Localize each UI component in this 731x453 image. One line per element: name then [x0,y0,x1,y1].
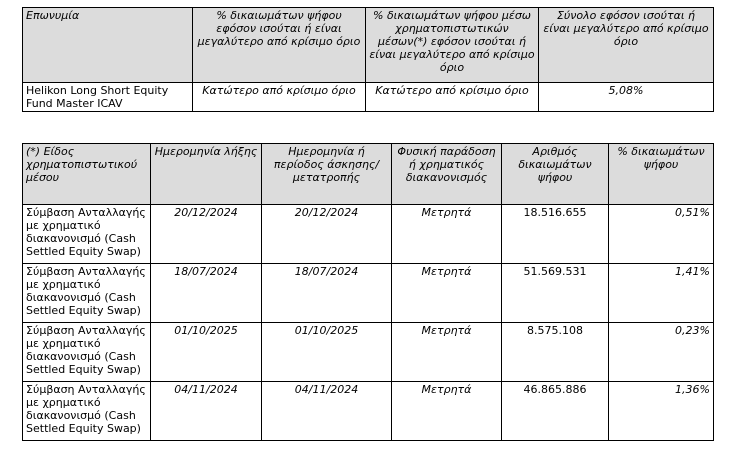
vote-pct: 0,51% [609,205,714,264]
instrument-type: Σύμβαση Ανταλλαγής με χρηματικό διακανονισμό (Cash Settled Equity Swap) [23,264,151,323]
holdings-header-row [23,8,714,83]
header-instrument-voting: % δικαιωμάτων ψήφου μέσω χρηματοπιστωτικών μέσων(*) εφόσον ισούται ή είναι μεγαλύτερο από κρίσιμο όριο [366,8,539,83]
table-row [23,205,714,264]
vote-count: 18.516.655 [502,205,609,264]
instruments-table [22,143,714,441]
table-row [23,264,714,323]
settlement-type: Μετρητά [392,264,502,323]
table-row [23,323,714,382]
total-value: 5,08% [539,83,714,112]
settlement-type: Μετρητά [392,382,502,441]
vote-count: 51.569.531 [502,264,609,323]
holdings-row [23,83,714,112]
instruments-header-row [23,144,714,205]
header-direct-voting: % δικαιωμάτων ψήφου εφόσον ισούται ή είναι μεγαλύτερο από κρίσιμο όριο [193,8,366,83]
vote-pct: 1,36% [609,382,714,441]
expiry-date: 04/11/2024 [151,382,262,441]
header-expiry: Ημερομηνία λήξης [151,144,262,205]
vote-pct: 0,23% [609,323,714,382]
header-name: Επωνυμία [23,8,193,83]
expiry-date: 01/10/2025 [151,323,262,382]
table-row [23,382,714,441]
exercise-date: 20/12/2024 [262,205,392,264]
header-instrument-type: (*) Είδος χρηματοπιστωτικού μέσου [23,144,151,205]
expiry-date: 20/12/2024 [151,205,262,264]
header-settlement: Φυσική παράδοση ή χρηματικός διακανονισμός [392,144,502,205]
direct-voting-value: Κατώτερο από κρίσιμο όριο [193,83,366,112]
instrument-voting-value: Κατώτερο από κρίσιμο όριο [366,83,539,112]
exercise-date: 04/11/2024 [262,382,392,441]
settlement-type: Μετρητά [392,205,502,264]
instrument-type: Σύμβαση Ανταλλαγής με χρηματικό διακανονισμό (Cash Settled Equity Swap) [23,323,151,382]
settlement-type: Μετρητά [392,323,502,382]
vote-count: 8.575.108 [502,323,609,382]
expiry-date: 18/07/2024 [151,264,262,323]
vote-pct: 1,41% [609,264,714,323]
header-total: Σύνολο εφόσον ισούται ή είναι μεγαλύτερο από κρίσιμο όριο [539,8,714,83]
holdings-table [22,7,714,112]
holder-name: Helikon Long Short Equity Fund Master ICAV [23,83,193,112]
instrument-type: Σύμβαση Ανταλλαγής με χρηματικό διακανονισμό (Cash Settled Equity Swap) [23,205,151,264]
header-vote-pct: % δικαιωμάτων ψήφου [609,144,714,205]
vote-count: 46.865.886 [502,382,609,441]
header-exercise: Ημερομηνία ή περίοδος άσκησης/ μετατροπής [262,144,392,205]
exercise-date: 18/07/2024 [262,264,392,323]
header-vote-count: Αριθμός δικαιωμάτων ψήφου [502,144,609,205]
instrument-type: Σύμβαση Ανταλλαγής με χρηματικό διακανονισμό (Cash Settled Equity Swap) [23,382,151,441]
exercise-date: 01/10/2025 [262,323,392,382]
